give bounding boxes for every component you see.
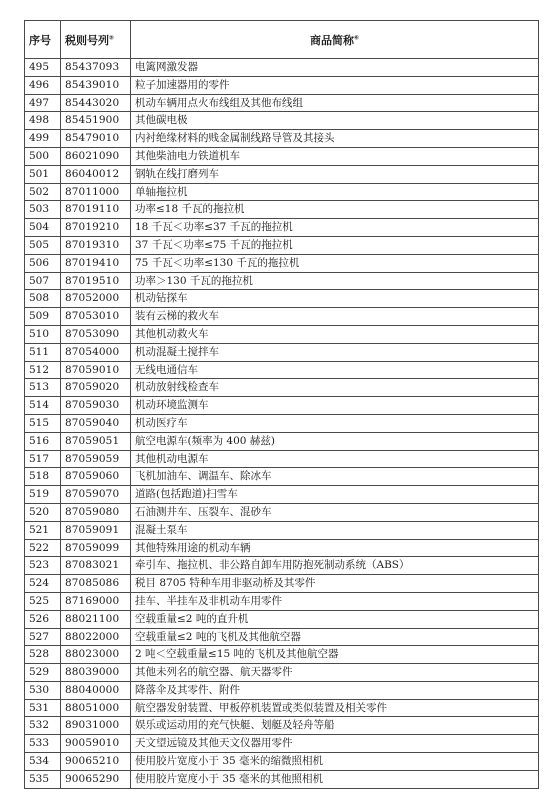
- table-row: [25, 290, 539, 308]
- row-code: 85451900: [61, 112, 131, 130]
- row-seq: 509: [25, 308, 61, 326]
- row-seq: 495: [25, 59, 61, 77]
- row-code: 87052000: [61, 290, 131, 308]
- row-seq: 503: [25, 201, 61, 219]
- row-seq: 534: [25, 753, 61, 771]
- header-code: [61, 21, 131, 59]
- row-code: 85439010: [61, 76, 131, 94]
- row-name: 使用胶片宽度小于 35 毫米的缩微照相机: [131, 753, 539, 771]
- row-name: 其他机动电源车: [131, 450, 539, 468]
- row-code: 90065210: [61, 753, 131, 771]
- row-code: 90065290: [61, 770, 131, 788]
- header-seq: [25, 21, 61, 59]
- row-name: 机动车辆用点火布线组及其他布线组: [131, 94, 539, 112]
- table-row: [25, 343, 539, 361]
- tariff-table: [24, 20, 539, 789]
- header-name-label: 商品简称: [309, 33, 354, 47]
- row-seq: 526: [25, 610, 61, 628]
- table-row: [25, 770, 539, 788]
- row-name: 机动医疗车: [131, 414, 539, 432]
- row-seq: 498: [25, 112, 61, 130]
- row-seq: 512: [25, 361, 61, 379]
- row-code: 87059099: [61, 539, 131, 557]
- row-name: 功率≤18 千瓦的拖拉机: [131, 201, 539, 219]
- row-name: 电篱网激发器: [131, 59, 539, 77]
- table-row: [25, 503, 539, 521]
- table-row: [25, 201, 539, 219]
- table-header: [25, 21, 539, 59]
- row-name: 无线电通信车: [131, 361, 539, 379]
- table-row: [25, 272, 539, 290]
- row-seq: 507: [25, 272, 61, 290]
- header-row: [25, 21, 539, 59]
- table-row: [25, 308, 539, 326]
- table-row: [25, 521, 539, 539]
- table-row: [25, 219, 539, 237]
- header-name: [131, 21, 539, 59]
- row-name: 石油测井车、压裂车、混砂车: [131, 503, 539, 521]
- table-row: [25, 450, 539, 468]
- table-row: [25, 183, 539, 201]
- table-row: [25, 254, 539, 272]
- row-seq: 505: [25, 236, 61, 254]
- row-seq: 504: [25, 219, 61, 237]
- table-row: [25, 628, 539, 646]
- table-body: [25, 59, 539, 789]
- row-seq: 529: [25, 664, 61, 682]
- row-code: 88022000: [61, 628, 131, 646]
- table-row: [25, 575, 539, 593]
- row-name: 机动混凝土搅拌车: [131, 343, 539, 361]
- row-code: 87059020: [61, 379, 131, 397]
- row-code: 87059040: [61, 414, 131, 432]
- row-name: 空载重量≤2 吨的飞机及其他航空器: [131, 628, 539, 646]
- row-code: 87059070: [61, 486, 131, 504]
- row-seq: 521: [25, 521, 61, 539]
- row-code: 87011000: [61, 183, 131, 201]
- row-seq: 500: [25, 147, 61, 165]
- row-name: 挂车、半挂车及非机动车用零件: [131, 592, 539, 610]
- row-name: 37 千瓦＜功率≤75 千瓦的拖拉机: [131, 236, 539, 254]
- row-name: 税目 8705 特种车用非驱动桥及其零件: [131, 575, 539, 593]
- row-code: 85443020: [61, 94, 131, 112]
- table-row: [25, 165, 539, 183]
- table-row: [25, 130, 539, 148]
- row-seq: 510: [25, 325, 61, 343]
- table-row: [25, 717, 539, 735]
- table-row: [25, 664, 539, 682]
- row-seq: 511: [25, 343, 61, 361]
- row-code: 87054000: [61, 343, 131, 361]
- row-code: 87059030: [61, 397, 131, 415]
- row-seq: 506: [25, 254, 61, 272]
- row-code: 85479010: [61, 130, 131, 148]
- row-code: 87059060: [61, 468, 131, 486]
- table-row: [25, 681, 539, 699]
- row-code: 88039000: [61, 664, 131, 682]
- row-name: 18 千瓦＜功率≤37 千瓦的拖拉机: [131, 219, 539, 237]
- row-seq: 516: [25, 432, 61, 450]
- row-code: 87059091: [61, 521, 131, 539]
- row-seq: 502: [25, 183, 61, 201]
- row-name: 飞机加油车、调温车、除冰车: [131, 468, 539, 486]
- row-code: 86040012: [61, 165, 131, 183]
- row-name: 航空电源车(频率为 400 赫兹): [131, 432, 539, 450]
- table-row: [25, 325, 539, 343]
- row-name: 装有云梯的救火车: [131, 308, 539, 326]
- table-row: [25, 361, 539, 379]
- row-name: 其他未列名的航空器、航天器零件: [131, 664, 539, 682]
- table-row: [25, 379, 539, 397]
- row-code: 87083021: [61, 557, 131, 575]
- header-code-label: 税则号列: [65, 33, 109, 47]
- header-code-footnote: ⑤: [109, 33, 115, 41]
- row-seq: 514: [25, 397, 61, 415]
- row-name: 机动环境监测车: [131, 397, 539, 415]
- table-row: [25, 112, 539, 130]
- row-code: 87019510: [61, 272, 131, 290]
- row-code: 88021100: [61, 610, 131, 628]
- row-name: 75 千瓦＜功率≤130 千瓦的拖拉机: [131, 254, 539, 272]
- row-code: 87019410: [61, 254, 131, 272]
- row-seq: 518: [25, 468, 61, 486]
- table-row: [25, 94, 539, 112]
- table-row: [25, 646, 539, 664]
- table-row: [25, 397, 539, 415]
- row-code: 87169000: [61, 592, 131, 610]
- header-name-footnote: ⑥: [353, 33, 360, 41]
- row-code: 87019310: [61, 236, 131, 254]
- row-name: 其他碳电极: [131, 112, 539, 130]
- row-seq: 531: [25, 699, 61, 717]
- row-code: 87019110: [61, 201, 131, 219]
- row-name: 其他柴油电力铁道机车: [131, 147, 539, 165]
- row-code: 90059010: [61, 735, 131, 753]
- row-seq: 496: [25, 76, 61, 94]
- row-seq: 528: [25, 646, 61, 664]
- row-code: 88051000: [61, 699, 131, 717]
- table-row: [25, 699, 539, 717]
- row-seq: 501: [25, 165, 61, 183]
- row-name: 机动钻探车: [131, 290, 539, 308]
- table-row: [25, 539, 539, 557]
- table-row: [25, 236, 539, 254]
- header-seq-label: 序号: [29, 33, 51, 47]
- row-code: 87059051: [61, 432, 131, 450]
- table-row: [25, 76, 539, 94]
- row-code: 87019210: [61, 219, 131, 237]
- row-seq: 522: [25, 539, 61, 557]
- row-code: 89031000: [61, 717, 131, 735]
- row-seq: 513: [25, 379, 61, 397]
- row-name: 2 吨＜空载重量≤15 吨的飞机及其他航空器: [131, 646, 539, 664]
- row-seq: 517: [25, 450, 61, 468]
- row-name: 天文望远镜及其他天文仪器用零件: [131, 735, 539, 753]
- row-seq: 515: [25, 414, 61, 432]
- row-code: 87085086: [61, 575, 131, 593]
- row-seq: 497: [25, 94, 61, 112]
- table-row: [25, 557, 539, 575]
- row-seq: 525: [25, 592, 61, 610]
- row-seq: 532: [25, 717, 61, 735]
- row-name: 其他机动救火车: [131, 325, 539, 343]
- row-name: 航空器发射装置、甲板停机装置或类似装置及相关零件: [131, 699, 539, 717]
- row-name: 使用胶片宽度小于 35 毫米的其他照相机: [131, 770, 539, 788]
- row-code: 87053090: [61, 325, 131, 343]
- row-seq: 533: [25, 735, 61, 753]
- row-name: 内衬绝缘材料的贱金属制线路导管及其接头: [131, 130, 539, 148]
- row-name: 降落伞及其零件、附件: [131, 681, 539, 699]
- row-code: 86021090: [61, 147, 131, 165]
- table-row: [25, 147, 539, 165]
- row-code: 88040000: [61, 681, 131, 699]
- table-row: [25, 610, 539, 628]
- row-code: 87053010: [61, 308, 131, 326]
- row-seq: 535: [25, 770, 61, 788]
- row-name: 粒子加速器用的零件: [131, 76, 539, 94]
- row-name: 单轴拖拉机: [131, 183, 539, 201]
- row-code: 87059080: [61, 503, 131, 521]
- table-row: [25, 592, 539, 610]
- row-seq: 527: [25, 628, 61, 646]
- table-row: [25, 414, 539, 432]
- row-name: 功率＞130 千瓦的拖拉机: [131, 272, 539, 290]
- row-seq: 519: [25, 486, 61, 504]
- table-row: [25, 59, 539, 77]
- row-name: 钢轨在线打磨列车: [131, 165, 539, 183]
- row-seq: 530: [25, 681, 61, 699]
- row-seq: 508: [25, 290, 61, 308]
- row-name: 机动放射线检查车: [131, 379, 539, 397]
- row-code: 87059010: [61, 361, 131, 379]
- table-row: [25, 468, 539, 486]
- row-name: 牵引车、拖拉机、非公路自卸车用防抱死制动系统（ABS）: [131, 557, 539, 575]
- row-seq: 499: [25, 130, 61, 148]
- table-row: [25, 486, 539, 504]
- row-seq: 524: [25, 575, 61, 593]
- table-row: [25, 432, 539, 450]
- row-code: 85437093: [61, 59, 131, 77]
- table-row: [25, 753, 539, 771]
- row-name: 空载重量≤2 吨的直升机: [131, 610, 539, 628]
- row-name: 其他特殊用途的机动车辆: [131, 539, 539, 557]
- row-code: 87059059: [61, 450, 131, 468]
- row-name: 混凝土泵车: [131, 521, 539, 539]
- row-name: 娱乐或运动用的充气快艇、划艇及轻舟等船: [131, 717, 539, 735]
- row-seq: 520: [25, 503, 61, 521]
- row-name: 道路(包括跑道)扫雪车: [131, 486, 539, 504]
- row-code: 88023000: [61, 646, 131, 664]
- row-seq: 523: [25, 557, 61, 575]
- table-row: [25, 735, 539, 753]
